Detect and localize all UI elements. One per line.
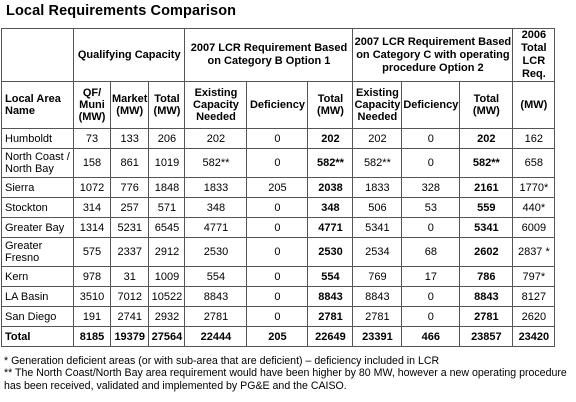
req-2006-cell: 1770* — [513, 178, 555, 198]
total-cell: 10522 — [149, 287, 185, 307]
o1-deficiency-cell: 0 — [247, 267, 308, 287]
area-name: San Diego — [2, 307, 74, 327]
area-name: Kern — [2, 267, 74, 287]
req-2006-cell: 6009 — [513, 218, 555, 238]
o1-total-cell: 582** — [308, 149, 353, 178]
o2-existing-cell: 8843 — [353, 287, 402, 307]
o1-total-cell: 8843 — [308, 287, 353, 307]
header-o1-existing: Existing Capacity Needed — [185, 82, 247, 129]
o1-deficiency-cell: 0 — [247, 198, 308, 218]
o1-deficiency-cell: 0 — [247, 307, 308, 327]
header-option2: 2007 LCR Requirement Based on Category C with operating procedure Option 2 — [353, 29, 513, 82]
table-row — [2, 218, 555, 238]
o2-existing-cell: 1833 — [353, 178, 402, 198]
qf-cell: 575 — [74, 238, 111, 267]
qf-cell: 3510 — [74, 287, 111, 307]
req-2006-cell: 8127 — [513, 287, 555, 307]
o2-total-cell: 5341 — [460, 218, 513, 238]
area-name: Stockton — [2, 198, 74, 218]
header-blank-cell — [2, 29, 74, 82]
table-row — [2, 307, 555, 327]
o1-deficiency-cell: 0 — [247, 149, 308, 178]
o1-existing-cell: 202 — [185, 129, 247, 149]
req-2006-cell: 2837 * — [513, 238, 555, 267]
o1-deficiency-cell: 0 — [247, 218, 308, 238]
market-cell: 257 — [111, 198, 149, 218]
o2-existing-cell: 2781 — [353, 307, 402, 327]
area-name: LA Basin — [2, 287, 74, 307]
o1-deficiency-cell: 0 — [247, 129, 308, 149]
req-2006-cell: 658 — [513, 149, 555, 178]
qf-cell: 8185 — [74, 327, 111, 347]
table-row — [2, 267, 555, 287]
o2-total-cell: 2781 — [460, 307, 513, 327]
total-label: Total — [2, 327, 74, 347]
header-o2-existing: Existing Capacity Needed — [353, 82, 402, 129]
table-row — [2, 129, 555, 149]
total-cell: 1848 — [149, 178, 185, 198]
req-2006-cell: 2620 — [513, 307, 555, 327]
table-row — [2, 238, 555, 267]
o2-existing-cell: 5341 — [353, 218, 402, 238]
qf-cell: 191 — [74, 307, 111, 327]
qf-cell: 978 — [74, 267, 111, 287]
total-cell: 6545 — [149, 218, 185, 238]
o2-total-cell: 8843 — [460, 287, 513, 307]
qf-cell: 1072 — [74, 178, 111, 198]
req-2006-cell: 797* — [513, 267, 555, 287]
header-local-area-name: Local Area Name — [2, 82, 74, 129]
table-row — [2, 198, 555, 218]
header-o1-deficiency: Deficiency — [247, 82, 308, 129]
o2-existing-cell: 582** — [353, 149, 402, 178]
qf-cell: 73 — [74, 129, 111, 149]
o1-total-cell: 2038 — [308, 178, 353, 198]
page-title: Local Requirements Comparison — [6, 3, 237, 19]
qf-cell: 158 — [74, 149, 111, 178]
o2-existing-cell: 506 — [353, 198, 402, 218]
o2-deficiency-cell: 68 — [402, 238, 460, 267]
qf-cell: 1314 — [74, 218, 111, 238]
o2-deficiency-cell: 0 — [402, 307, 460, 327]
o1-existing-cell: 8843 — [185, 287, 247, 307]
o1-existing-cell: 22444 — [185, 327, 247, 347]
o2-deficiency-cell: 17 — [402, 267, 460, 287]
req-2006-cell: 23420 — [513, 327, 555, 347]
o2-deficiency-cell: 53 — [402, 198, 460, 218]
o2-total-cell: 786 — [460, 267, 513, 287]
market-cell: 861 — [111, 149, 149, 178]
o1-total-cell: 554 — [308, 267, 353, 287]
table-row — [2, 149, 555, 178]
o2-deficiency-cell: 0 — [402, 149, 460, 178]
o1-deficiency-cell: 0 — [247, 238, 308, 267]
o2-total-cell: 2602 — [460, 238, 513, 267]
header-group-row — [2, 29, 555, 82]
header-qf-muni: QF/ Muni (MW) — [74, 82, 111, 129]
table-row — [2, 178, 555, 198]
o1-deficiency-cell: 205 — [247, 327, 308, 347]
header-qualifying-capacity: Qualifying Capacity — [74, 29, 185, 82]
o1-deficiency-cell: 205 — [247, 178, 308, 198]
area-name: North Coast / North Bay — [2, 149, 74, 178]
total-cell: 1009 — [149, 267, 185, 287]
o1-existing-cell: 2781 — [185, 307, 247, 327]
o1-existing-cell: 554 — [185, 267, 247, 287]
header-o2-deficiency: Deficiency — [402, 82, 460, 129]
header-o2-total: Total (MW) — [460, 82, 513, 129]
table-row — [2, 287, 555, 307]
o1-total-cell: 348 — [308, 198, 353, 218]
header-o1-total: Total (MW) — [308, 82, 353, 129]
total-cell: 2912 — [149, 238, 185, 267]
o1-existing-cell: 2530 — [185, 238, 247, 267]
market-cell: 19379 — [111, 327, 149, 347]
o1-total-cell: 2781 — [308, 307, 353, 327]
market-cell: 5231 — [111, 218, 149, 238]
market-cell: 776 — [111, 178, 149, 198]
o1-total-cell: 2530 — [308, 238, 353, 267]
o1-existing-cell: 348 — [185, 198, 247, 218]
total-cell: 2932 — [149, 307, 185, 327]
o1-deficiency-cell: 0 — [247, 287, 308, 307]
total-cell: 571 — [149, 198, 185, 218]
footnote-single-asterisk: * Generation deficient areas (or with sub-area that are deficient) – deficiency included in LCR — [4, 355, 440, 367]
header-total-mw: Total (MW) — [149, 82, 185, 129]
o2-existing-cell: 23391 — [353, 327, 402, 347]
header-2006-total: 2006 Total LCR Req. — [513, 29, 555, 82]
o2-existing-cell: 769 — [353, 267, 402, 287]
o2-total-cell: 23857 — [460, 327, 513, 347]
o1-existing-cell: 4771 — [185, 218, 247, 238]
footnote-double-asterisk: ** The North Coast/North Bay area requirement would have been higher by 80 MW, however a new operating procedure has been received, validated and implemented by PG&E and the CAISO. — [4, 367, 567, 392]
o2-deficiency-cell: 466 — [402, 327, 460, 347]
area-name: Sierra — [2, 178, 74, 198]
market-cell: 133 — [111, 129, 149, 149]
total-cell: 1019 — [149, 149, 185, 178]
o1-existing-cell: 1833 — [185, 178, 247, 198]
area-name: Humboldt — [2, 129, 74, 149]
header-column-row — [2, 82, 555, 129]
o2-total-cell: 582** — [460, 149, 513, 178]
header-option1: 2007 LCR Requirement Based on Category B Option 1 — [185, 29, 353, 82]
o2-deficiency-cell: 0 — [402, 129, 460, 149]
o2-existing-cell: 2534 — [353, 238, 402, 267]
qf-cell: 314 — [74, 198, 111, 218]
total-row — [2, 327, 555, 347]
o1-total-cell: 4771 — [308, 218, 353, 238]
o2-total-cell: 202 — [460, 129, 513, 149]
header-market: Market (MW) — [111, 82, 149, 129]
area-name: Greater Bay — [2, 218, 74, 238]
o1-total-cell: 22649 — [308, 327, 353, 347]
o2-deficiency-cell: 328 — [402, 178, 460, 198]
area-name: Greater Fresno — [2, 238, 74, 267]
total-cell: 206 — [149, 129, 185, 149]
header-2006-mw: (MW) — [513, 82, 555, 129]
o1-existing-cell: 582** — [185, 149, 247, 178]
req-2006-cell: 440* — [513, 198, 555, 218]
market-cell: 7012 — [111, 287, 149, 307]
market-cell: 2741 — [111, 307, 149, 327]
o2-deficiency-cell: 0 — [402, 287, 460, 307]
market-cell: 31 — [111, 267, 149, 287]
o2-total-cell: 559 — [460, 198, 513, 218]
o2-deficiency-cell: 0 — [402, 218, 460, 238]
o2-existing-cell: 202 — [353, 129, 402, 149]
o1-total-cell: 202 — [308, 129, 353, 149]
o2-total-cell: 2161 — [460, 178, 513, 198]
footnotes — [4, 355, 574, 392]
total-cell: 27564 — [149, 327, 185, 347]
local-requirements-table — [1, 28, 555, 347]
market-cell: 2337 — [111, 238, 149, 267]
req-2006-cell: 162 — [513, 129, 555, 149]
